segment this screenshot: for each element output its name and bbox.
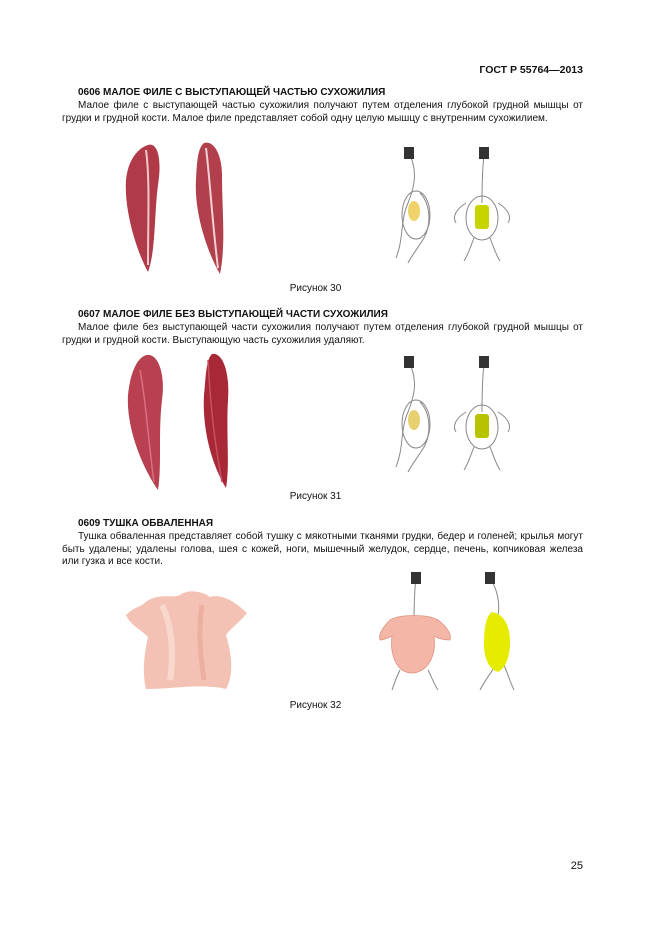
highlight-region xyxy=(484,612,510,672)
figure-30-fillet-photo xyxy=(118,140,248,276)
standard-number: ГОСТ Р 55764—2013 xyxy=(479,64,583,76)
section-text-0606: Малое филе с выступающей частью сухожилия получают путем отделения глубокой грудной мышцы от грудки и грудной кости. Малое филе представляет собой одну целую мышцу с внутренним сухожилием. xyxy=(62,100,583,124)
section-text-0609: Тушка обваленная представляет собой тушку с мякотными тканями грудки, бедер и голеней; крылья могут быть удалены; удалены голова, шея с кожей, ноги, мышечный желудок, сердце, печень, копчиковая железа или гузка и все кости. xyxy=(62,531,583,567)
figure-caption-30: Рисунок 30 xyxy=(289,283,342,294)
figure-31-skeleton-diagram xyxy=(386,352,526,477)
carcass-outline xyxy=(380,616,451,674)
fillet-left xyxy=(128,355,163,490)
page-number: 25 xyxy=(570,860,583,872)
figure-caption-32: Рисунок 32 xyxy=(289,700,342,711)
fillet-right xyxy=(204,354,229,488)
figure-caption-31: Рисунок 31 xyxy=(289,491,342,502)
highlight-region xyxy=(475,205,489,229)
deboned-carcass xyxy=(126,591,247,689)
section-text-0607: Малое филе без выступающей части сухожилия получают путем отделения глубокой грудной мышцы от грудки и грудной кости. Выступающую часть сухожилия удаляют. xyxy=(62,322,583,346)
highlight-region xyxy=(475,414,489,438)
section-heading-0609: 0609 ТУШКА ОБВАЛЕННАЯ xyxy=(78,518,214,529)
figure-30-skeleton-diagram xyxy=(386,143,526,268)
section-heading-0607: 0607 МАЛОЕ ФИЛЕ БЕЗ ВЫСТУПАЮЩЕЙ ЧАСТИ СУХОЖИЛИЯ xyxy=(78,309,388,320)
figure-32-skeleton-diagram xyxy=(380,570,530,695)
figure-31-fillet-photo xyxy=(118,350,248,492)
section-heading-0606: 0606 МАЛОЕ ФИЛЕ С ВЫСТУПАЮЩЕЙ ЧАСТЬЮ СУХОЖИЛИЯ xyxy=(78,87,386,98)
fillet-left xyxy=(126,145,160,272)
figure-32-carcass-photo xyxy=(122,585,252,695)
fillet-right xyxy=(196,143,224,274)
